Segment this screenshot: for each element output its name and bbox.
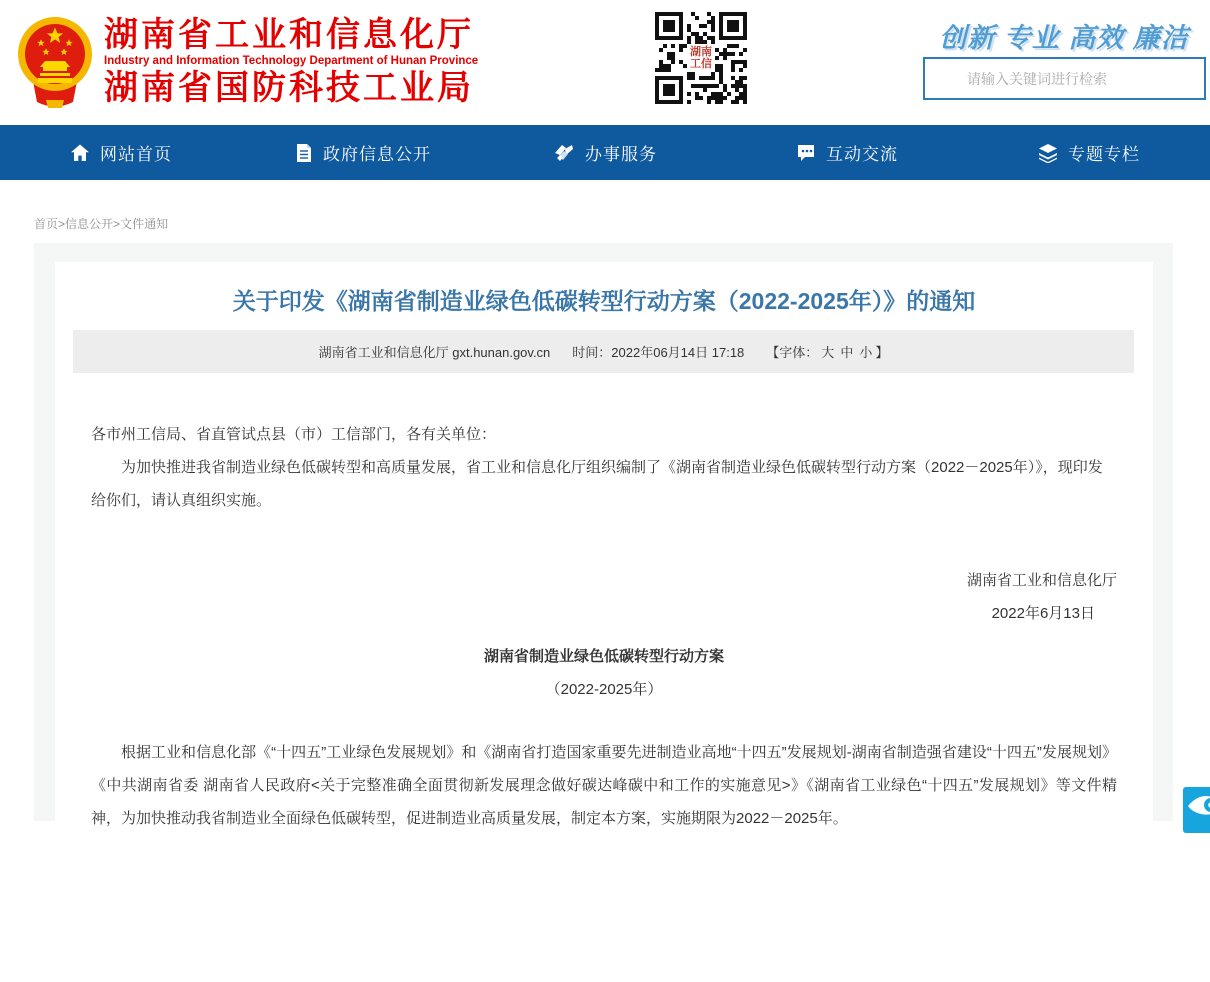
wechat-qr-code — [655, 12, 747, 104]
org-title-en: Industry and Information Technology Department of Hunan Province — [104, 55, 479, 67]
site-slogan: 创新 专业 高效 廉洁 — [939, 23, 1189, 53]
nav-item-label: 办事服务 — [585, 145, 657, 164]
search-input[interactable] — [925, 59, 1204, 98]
chat-icon — [796, 143, 816, 163]
svg-text:工信: 工信 — [690, 58, 712, 71]
article-time: 时间：2022年06月14日 17:18 — [572, 345, 745, 360]
nav-item-label: 专题专栏 — [1068, 145, 1140, 164]
article-source: 湖南省工业和信息化厅 gxt.hunan.gov.cn — [318, 345, 551, 360]
nav-item-label: 政府信息公开 — [323, 145, 431, 164]
national-emblem-logo — [16, 12, 94, 112]
basis-paragraph: 根据工业和信息化部《“十四五”工业绿色发展规划》和《湖南省打造国家重要先进制造业高地“十四五”发展规划-湖南省制造强省建设“十四五”发展规划》《中共湖南省委 湖南省人民政府<关于完整准确全面贯彻新发展理念做好碳达峰碳中和工作的实施意见>》《湖南省工业绿色“十四五”发展规划》等文件精神，为加快推动我省制造业全面绿色低碳转型，促进制造业高质量发展，制定本方案，实施期限为2022－2025年。 — [91, 744, 1117, 827]
nav-item-label: 网站首页 — [100, 145, 172, 164]
font-size-large-button[interactable]: 大 — [821, 345, 835, 360]
font-size-suffix: 】 — [875, 345, 889, 360]
service-icon — [553, 143, 575, 163]
font-size-small-button[interactable]: 小 — [859, 345, 873, 360]
document-subtitle: （2022-2025年） — [545, 681, 663, 698]
intro-paragraph: 为加快推进我省制造业绿色低碳转型和高质量发展，省工业和信息化厅组织编制了《湖南省制造业绿色低碳转型行动方案（2022－2025年）》，现印发给你们，请认真组织实施。 — [91, 459, 1103, 509]
content-panel — [34, 243, 1173, 827]
document-title: 湖南省制造业绿色低碳转型行动方案 — [483, 648, 724, 665]
org-title-cn: 湖南省工业和信息化厅 — [104, 16, 474, 54]
floating-widget-button[interactable] — [1183, 787, 1210, 833]
site-header — [0, 0, 1210, 125]
site-title-block — [104, 16, 478, 107]
breadcrumb-notices[interactable]: 文件通知 — [120, 217, 169, 231]
breadcrumb-home[interactable]: 首页 — [34, 217, 59, 231]
breadcrumb-separator: > — [58, 217, 66, 231]
layers-icon — [1038, 143, 1058, 163]
eye-icon — [1187, 792, 1210, 818]
signature-org: 湖南省工业和信息化厅 — [966, 572, 1117, 589]
font-size-medium-button[interactable]: 中 — [840, 345, 854, 360]
search-box — [923, 57, 1206, 100]
nav-item-label: 互动交流 — [826, 145, 898, 164]
breadcrumb — [34, 215, 168, 232]
nav-item-services[interactable] — [484, 125, 726, 180]
breadcrumb-info[interactable]: 信息公开 — [65, 217, 114, 231]
article-title: 关于印发《湖南省制造业绿色低碳转型行动方案（2022-2025年）》的通知 — [232, 288, 976, 314]
document-icon — [295, 143, 313, 163]
nav-item-home[interactable] — [0, 125, 242, 180]
home-icon — [70, 143, 90, 163]
article-card — [55, 262, 1153, 982]
salutation-paragraph: 各市州工信局、省直管试点县（市）工信部门，各有关单位： — [91, 426, 497, 443]
breadcrumb-separator: > — [113, 217, 121, 231]
org-title2-cn: 湖南省国防科技工业局 — [104, 69, 474, 107]
main-nav — [0, 125, 1210, 180]
signature-date: 2022年6月13日 — [991, 605, 1095, 622]
svg-text:湖南: 湖南 — [690, 46, 712, 59]
nav-item-interaction[interactable] — [726, 125, 968, 180]
article-meta-bar — [73, 330, 1134, 373]
font-size-prefix: 【字体： — [766, 345, 819, 360]
nav-item-info-disclosure[interactable] — [242, 125, 484, 180]
article-body — [55, 418, 1153, 835]
nav-item-topics[interactable] — [968, 125, 1210, 180]
